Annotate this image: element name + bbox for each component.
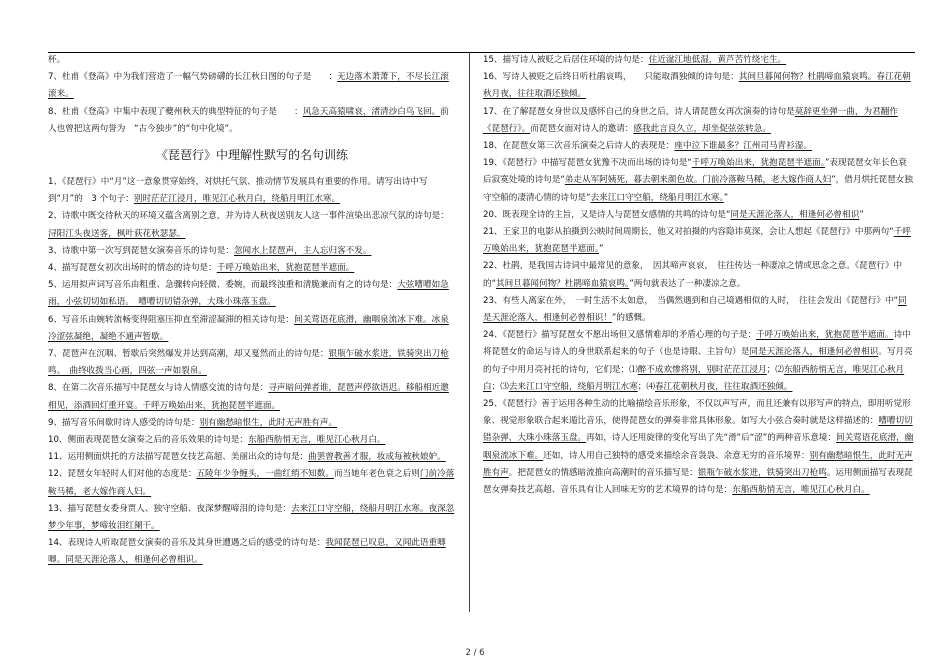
question-text: 25、《琵琶行》善于运用各种生动的比喻描绘音乐形象，不仅以声写声，而且还兼有以形写声的特点，即用听觉形象、视觉形象联合起来遁比音乐，使得琵琶女的弹奏非常具体形象。如写大小弦合奏时就是这样描述的： [483,399,911,427]
question-text: 22、杜鹃，是我国古诗词中最常见的意象， 因其啼声哀哀， 往往传达一种凄凉之情或思念之意。《琵琶行》中的“ [483,261,903,289]
question-text: 11、运用侧面烘托的方法描写琵琶女技艺高超、美丽出众的诗句是： [48,452,309,463]
question-item [483,138,915,155]
question-text: ”，借月烘托琵琶女独守空船的凄清心情的诗句是“ [483,175,914,203]
answer-text: 我闻琵琶已叹息，又闻此语重唧唧。同是天涯沦落人，相逢何必曾相识。 [48,538,446,566]
question-item [48,535,456,569]
answer-text: 同是天涯沦落人，相逢何必曾相识 [730,209,860,220]
question-text: 而琵琶女面对诗人的邀请： [530,123,634,134]
question-text: 5、运用拟声词写音乐由粗重、急骤转向轻微、委婉，而最终浊重和清脆兼而有之的诗句是： [48,280,398,291]
question-item [48,466,456,500]
answer-text: 千呼万唤始出来，犹抱琵琶半遮面。 [216,263,355,274]
answer-text: 醉不成欢惨将别，别时茫茫江浸月 [637,364,767,375]
answer-text: 千呼万唤始出来，犹抱琵琶半遮面。 [483,227,911,255]
question-item [48,432,456,449]
question-item [48,346,456,380]
answer-text: 间关莺语花底滑，幽咽泉流冰下难。冰泉冷涩弦凝绝，凝绝不通声暂歇。 [48,314,449,342]
question-item [48,380,456,414]
answer-text: 同是天涯沦落人，相逢何必曾相识 [749,347,879,358]
question-text: 20、既表现全诗的主旨，又是诗人与琵琶女感情的共鸣的诗句是“ [483,209,731,220]
question-item [48,208,456,242]
question-text: 14、表现诗人听取琵琶女演奏的音乐及其身世遭遇之后的感受的诗句是： [48,538,326,549]
question-item [48,277,456,311]
answer-text: 东船西舫悄无言，唯见江心秋月白。 [248,435,386,446]
answer-text: 间关莺语花底滑，幽咽泉流冰下难。 [483,433,914,461]
answer-text: 千呼万唤始出来，犹抱琵琶半遮面。 [756,330,894,341]
question-text: ；⑷ [637,381,655,392]
question-text: 7、杜甫《登高》中为我们营造了一幅气势磅礴的长江秋日图的句子是 ： [48,72,338,83]
question-text: 15、描写诗人被贬之后居住环境的诗句是： [483,55,649,65]
answer-text: 大弦嘈嘈如急雨，小弦切切如私语。 嘈嘈切切错杂弹，大珠小珠落玉盘。 [48,280,449,308]
question-text: 23、有些人离家在外， 一时生活不太如意， 当偶然遇到和自己境遇相似的人时， 往往会发出《琵琶行》中“ [483,295,898,306]
question-text: 17、在了解琵琶女身世以及感怀自己的身世之后，诗人请琵琶女再次演奏的诗句是 [483,106,795,117]
question-item [48,104,456,138]
answer-text: 去来江口守空船，绕船月明江水寒。 [590,192,724,203]
question-text: 19、《琵琶行》中描写琵琶女犹豫不决而出场的诗句是“ [483,158,692,169]
answer-text: 其间旦暮闻何物？杜鹃啼血猿哀鸣。 [496,278,630,289]
answer-text: 弟走从军阿姨死，暮去朝来颜色故。门前冷落鞍马稀，老大嫁作商人妇 [564,175,832,186]
question-text: 7、琵琶声在沉咽、暂歇后突然爆发并达到高潮，却又戛然而止的诗句是： [48,349,329,360]
question-text: 。运用侧面描写表现琵琶女弹奏技艺高超、音乐具有让人回味无穷的艺术境界的诗句是： [483,467,913,496]
question-text: 16、写诗人被贬之后终日听杜鹃哀鸣， 只能取酒独倾的诗句是： [483,72,739,83]
left-column [48,52,456,570]
question-item [48,501,456,535]
answer-text: 银瓶乍破水浆迸，铁骑突出刀枪鸣。 曲终收拨当心画，四弦一声如裂帛。 [48,349,449,377]
answer-text: 寻声暗问弹者谁，琵琶声停欲语迟。移船相近邀相见，添酒回灯重开宴。千呼万唤始出来，犹抱琵琶半遮面。 [48,383,449,411]
question-text: 而当她年老色衰之后则 [333,469,420,480]
page-number: 2 / 6 [465,648,485,658]
question-text: ” [859,209,864,220]
question-item [483,155,915,207]
question-text: 8、杜甫《登高》中集中表现了夔州秋天的典型特征的句子是 ： [48,106,303,117]
right-column [483,52,915,499]
question-text: 10、侧面表现琵琶女演奏之后的音乐效果的诗句是： [48,435,248,446]
answer-text: 嘈嘈切切错杂弹，大珠小珠落玉盘。 [483,416,913,444]
question-text: ” [599,244,604,255]
question-text: 杯。 [48,55,66,65]
question-text: ；⑶ [491,381,509,392]
question-text: 6、写音乐由婉转流畅变得阻塞压抑直至滞涩凝滞的相关诗句是： [48,314,295,325]
question-item [483,52,915,69]
answer-text: 五陵年少争缠头，一曲红绡不知数。 [196,469,334,480]
question-text: 21、王家卫的电影从拍摄到公映时间周期长，他又对拍摄的内容隐讳莫深，会让人想起《琵琶行》中那两句“ [483,227,894,238]
question-item [48,69,456,103]
question-text: 2、诗歌中既交待秋天的环境又蕴含离别之意，并为诗人秋夜送别友人这一事件渲染出悲凉气氛的诗句是： [48,211,449,222]
answer-text: 银瓶乍破水浆迸，铁骑突出刀枪鸣 [697,467,827,478]
answer-text: 无边落木萧萧下，不尽长江滚滚来。 [48,72,449,100]
question-item [483,293,915,327]
answer-text: 曲罢曾教善才服，妆成每被秋娘妒。 [308,452,446,463]
answer-text: 座中泣下谁最多？江州司马青衫湿。 [674,141,812,152]
question-text: ” [723,192,729,203]
answer-text: 莫辞更坐弹一曲，为君翻作《琵琶行》。 [483,106,898,134]
question-text: 13、描写琵琶女委身贾人、独守空船、夜深梦醒啼泪的诗句是： [48,503,291,514]
answer-text: 门前冷落鞍马稀，老大嫁作商人妇。 [48,469,455,497]
question-text: 前人也曾把这两句誉为 “古今独步”的“句中化境”。 [48,106,449,134]
answer-text: 东船西舫悄无言，唯见江心秋月白 [483,364,905,392]
question-item [48,449,456,466]
section-title: 《琵琶行》中理解性默写的名句训练 [155,148,348,163]
answer-text: 忽闻水上琵琶声，主人忘归客不发。 [233,245,372,256]
question-text: ；⑵ [766,364,784,375]
question-text: 8、在第二次音乐描写中琵琶女与诗人情感交流的诗句是： [48,383,269,394]
question-text: 。写月亮的句子中用月亮衬托的诗句，它们是：⑴ [483,347,913,375]
question-text: 18、在琵琶女第三次音乐演奏之后诗人的表现是： [483,141,675,152]
question-item [483,258,915,292]
question-text: 9、描写音乐间歇时诗人感受的诗句是： [48,417,200,428]
question-item [483,69,915,103]
answer-text: 感我此言良久立，却坐促弦弦转急。 [633,123,771,134]
question-text: 还如，诗人用自己独特的感受来描绘余音袅袅、余意无穷的音乐境界： [543,450,810,461]
answer-text: 浔阳江头夜送客，枫叶荻花秋瑟瑟。 [48,228,186,239]
answer-text: 风急天高猿啸哀，渚清沙白鸟飞回。 [302,106,441,117]
column-divider [469,52,470,612]
answer-text: 东船西舫悄无言，唯见江心秋月白。 [732,485,870,496]
question-item [48,174,456,208]
question-item [48,52,456,69]
question-text: ”两句就表达了一种凄凉之意。 [629,278,746,289]
answer-text: 别时茫茫江浸月，唯见江心秋月白，绕船月明江水寒。 [133,194,341,205]
question-text: 24、《琵琶行》描写琵琶女不愿出场但又感情难却的矛盾心理的句子是： [483,330,757,341]
answer-text: 春江花朝秋月夜，往往取酒还独倾。 [654,381,793,392]
question-text: ”的感慨。 [611,313,651,324]
answer-text: 其间旦暮闻何物？杜鹃啼血猿哀鸣。春江花朝秋月夜，往往取酒还独倾。 [483,72,911,100]
answer-text: 别有幽愁暗恨生，此时无声胜有声。 [199,417,338,428]
answer-text: 住近湓江地低湿，黄芦苦竹绕宅生。 [648,55,787,65]
question-text: 1、《琵琶行》中“月”这一意象贯穿始终，对烘托气氛、推动情节发展具有重要的作用。请写出诗中写到“月”的 3 个句子： [48,177,428,205]
question-item [48,243,456,260]
question-item [483,224,915,258]
question-item [48,415,456,432]
question-item [48,260,456,277]
answer-text: 去来江口守空船，绕船月明江水寒 [508,381,638,392]
question-text: 再如，诗人还用旋律的变化写出了先“滑”后“涩”的两种音乐意境： [586,433,836,444]
question-item [483,104,915,138]
question-text: 。把琵琶女的情感暗流推向高潮时的音乐描写是： [508,467,698,478]
answer-text: 去来江口守空船，绕船月明江水寒。夜深忽梦少年事，梦啼妆泪红阑干。 [48,503,455,532]
question-text: ”表现琵琶女年长色衰后寂寞处境的诗句是“ [483,158,907,186]
question-text: 诗中将琵琶女的命运与诗人的身世联系起来的句子（也是诗眼、主旨句）是 [483,330,911,358]
question-text: 12、琵琶女年轻时人们对他的态度是： [48,469,197,480]
question-item [48,312,456,346]
question-item [483,327,915,396]
question-item [483,207,915,224]
question-item [483,396,915,499]
question-text: 4、描写琵琶女初次出场时的情态的诗句是： [48,263,217,274]
answer-text: 千呼万唤始出来，犹抱琵琶半遮面。 [691,158,825,169]
answer-text: 同是天涯沦落人，相逢何必曾相识！ [483,295,907,324]
answer-text: 别有幽愁暗恨生，此时无声胜有声 [483,450,913,478]
question-text: 3、诗歌中第一次写到琵琶女演奏音乐的诗句是： [48,245,234,256]
